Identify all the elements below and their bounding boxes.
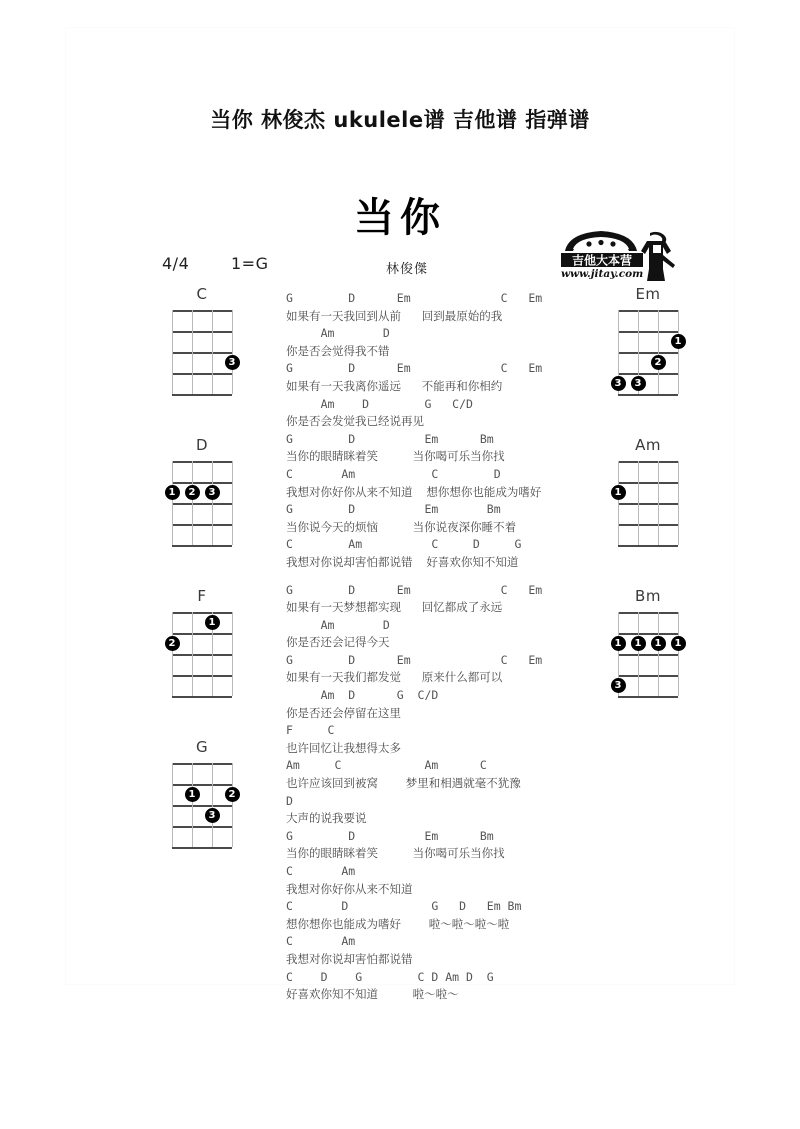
chord-line: Am D — [286, 617, 390, 632]
fretboard — [172, 310, 236, 394]
finger-dot: 1 — [165, 485, 180, 500]
fret-line — [618, 310, 678, 312]
fretboard-grid — [618, 612, 678, 696]
string-line — [658, 612, 659, 696]
chord-diagram-bm — [600, 588, 720, 694]
page-title: 当你 林俊杰 ukulele谱 吉他谱 指弹谱 — [210, 108, 590, 132]
chord-line: G D Em C Em — [286, 652, 543, 667]
chord-label: Am — [635, 436, 661, 454]
finger-dot: 3 — [205, 808, 220, 823]
chord-diagrams-right — [600, 286, 734, 739]
lyric-line: 你是否会觉得我不错 — [286, 343, 390, 358]
fret-line — [618, 352, 678, 354]
chord-label: Em — [635, 285, 661, 303]
fretboard-grid — [172, 763, 232, 847]
string-line — [212, 763, 213, 847]
fret-line — [172, 784, 232, 786]
fret-line — [172, 373, 232, 375]
chord-line: G D Em C Em — [286, 361, 543, 376]
lyrics-block — [286, 290, 598, 572]
fretboard-grid — [172, 461, 232, 545]
fret-line — [172, 545, 232, 547]
chord-line: F C — [286, 723, 335, 738]
chord-line: G D Em Bm — [286, 828, 494, 843]
lyric-line: 当你的眼睛眯着笑 当你喝可乐当你找 — [286, 846, 505, 861]
chord-line: G D Em C Em — [286, 582, 543, 597]
chord-line: G D Em Bm — [286, 431, 494, 446]
finger-dot: 3 — [225, 355, 240, 370]
fret-line — [618, 654, 678, 656]
finger-dot: 2 — [165, 636, 180, 651]
finger-dot: 1 — [205, 615, 220, 630]
fret-line — [172, 612, 232, 614]
fretboard-grid — [618, 310, 678, 394]
logo-brand-text: 吉他大本营 — [571, 253, 633, 268]
sheet-music-page — [66, 28, 734, 1002]
fret-line — [618, 612, 678, 614]
chord-diagram-c — [154, 286, 274, 392]
fretboard — [614, 310, 682, 394]
finger-dot: 2 — [225, 787, 240, 802]
lyric-line: 我想对你好你从来不知道 想你想你也能成为嗜好 — [286, 484, 542, 499]
finger-dot: 1 — [651, 636, 666, 651]
fret-line — [618, 633, 678, 635]
fret-line — [172, 654, 232, 656]
logo-url-text: www.jitay.com — [561, 268, 644, 280]
chord-line: G D Em C Em — [286, 291, 543, 305]
chord-line: Am D G C/D — [286, 396, 473, 411]
fret-line — [618, 675, 678, 677]
fret-line — [618, 696, 678, 698]
lyric-line: 大声的说我要说 — [286, 811, 367, 826]
chord-line: C D G C D Am D G — [286, 969, 494, 984]
fret-line — [618, 524, 678, 526]
finger-dot: 3 — [611, 678, 626, 693]
string-line — [192, 612, 193, 696]
lyrics-block — [286, 582, 598, 1004]
string-line — [678, 612, 679, 696]
chord-label: G — [195, 738, 209, 756]
finger-dot: 1 — [185, 787, 200, 802]
fret-line — [172, 696, 232, 698]
string-line — [678, 310, 679, 394]
string-line — [638, 612, 639, 696]
lyric-line: 如果有一天我们都发觉 原来什么都可以 — [286, 670, 503, 685]
lyric-line: 当你说今天的烦恼 当你说夜深你睡不着 — [286, 519, 517, 534]
lyric-line: 你是否还会记得今天 — [286, 635, 390, 650]
chord-line: C Am — [286, 934, 356, 949]
chord-diagram-d — [154, 437, 274, 543]
lyric-line: 也许应该回到被窝 梦里和相遇就毫不犹豫 — [286, 776, 521, 791]
jitay-logo — [555, 225, 675, 285]
finger-dot: 1 — [631, 636, 646, 651]
fret-line — [618, 373, 678, 375]
fret-line — [618, 503, 678, 505]
fret-line — [618, 331, 678, 333]
string-line — [172, 310, 173, 394]
chord-line: Am D — [286, 326, 390, 341]
lyric-line: 如果有一天我回到从前 回到最原始的我 — [286, 308, 503, 323]
fretboard — [614, 461, 678, 545]
string-line — [618, 461, 619, 545]
lyric-line: 也许回忆让我想得太多 — [286, 740, 401, 755]
string-line — [172, 763, 173, 847]
chord-line: C Am — [286, 864, 356, 878]
string-line — [678, 461, 679, 545]
fret-line — [172, 826, 232, 828]
lyric-line: 如果有一天梦想都实现 回忆都成了永远 — [286, 600, 503, 615]
string-line — [232, 612, 233, 696]
fret-line — [618, 482, 678, 484]
string-line — [212, 461, 213, 545]
finger-dot: 1 — [611, 485, 626, 500]
string-line — [232, 461, 233, 545]
artist-name: 林俊傑 — [386, 262, 429, 277]
fret-line — [172, 524, 232, 526]
finger-dot: 3 — [631, 376, 646, 391]
finger-dot: 2 — [185, 485, 200, 500]
string-line — [232, 763, 233, 847]
finger-dot: 2 — [651, 355, 666, 370]
finger-dot: 3 — [611, 376, 626, 391]
string-line — [212, 310, 213, 394]
fret-line — [172, 310, 232, 312]
string-line — [638, 461, 639, 545]
finger-dot: 1 — [671, 334, 686, 349]
chord-diagram-f — [154, 588, 274, 694]
fret-line — [172, 763, 232, 765]
song-title: 当你 — [354, 194, 446, 241]
lyric-line: 你是否会发觉我已经说再见 — [286, 414, 424, 429]
fret-line — [172, 503, 232, 505]
string-line — [172, 612, 173, 696]
chord-label: F — [197, 587, 207, 605]
fret-line — [172, 633, 232, 635]
fret-line — [172, 394, 232, 396]
fretboard — [172, 763, 236, 847]
chord-label: D — [195, 436, 209, 454]
fretboard-grid — [172, 612, 232, 696]
fret-line — [172, 331, 232, 333]
finger-dot: 3 — [205, 485, 220, 500]
chord-line: C Am C D — [286, 466, 501, 481]
fret-line — [172, 352, 232, 354]
string-line — [658, 461, 659, 545]
fret-line — [172, 805, 232, 807]
lyric-line: 想你想你也能成为嗜好 啦～啦～啦～啦 — [286, 916, 510, 931]
fretboard — [168, 612, 232, 696]
finger-dot: 1 — [671, 636, 686, 651]
logo-graphic — [555, 225, 675, 285]
lyrics-chord-sheet — [286, 290, 598, 1014]
fretboard-grid — [618, 461, 678, 545]
chord-diagram-g — [154, 739, 274, 845]
chord-label: Bm — [635, 587, 661, 605]
string-line — [172, 461, 173, 545]
string-line — [192, 310, 193, 394]
lyric-line: 如果有一天我离你遥远 不能再和你相约 — [286, 378, 503, 393]
chord-line: D — [286, 793, 293, 808]
lyric-line: 好喜欢你知不知道 啦～啦～ — [286, 987, 459, 1002]
chord-diagrams-left — [154, 286, 284, 890]
chord-line: Am C Am C — [286, 758, 487, 773]
chord-label: C — [196, 285, 208, 303]
fret-line — [172, 847, 232, 849]
chord-line: C D G D Em Bm — [286, 899, 522, 914]
string-line — [232, 310, 233, 394]
fret-line — [172, 675, 232, 677]
chord-line: G D Em Bm — [286, 502, 501, 517]
time-signature: 4/4 — [162, 254, 190, 273]
fret-line — [172, 482, 232, 484]
finger-dot: 1 — [611, 636, 626, 651]
fret-line — [618, 394, 678, 396]
string-line — [192, 763, 193, 847]
string-line — [192, 461, 193, 545]
lyric-line: 我想对你说却害怕都说错 — [286, 951, 413, 966]
key-signature: 1=G — [231, 254, 269, 273]
fretboard — [168, 461, 232, 545]
lyric-line: 你是否还会停留在这里 — [286, 705, 401, 720]
chord-line: C Am C D G — [286, 537, 522, 552]
lyric-line: 当你的眼睛眯着笑 当你喝可乐当你找 — [286, 449, 505, 464]
chord-diagram-em — [600, 286, 720, 392]
fret-line — [618, 461, 678, 463]
lyric-line: 我想对你说却害怕都说错 好喜欢你知不知道 — [286, 554, 519, 569]
fret-line — [172, 461, 232, 463]
fretboard-grid — [172, 310, 232, 394]
chord-line: Am D G C/D — [286, 688, 439, 703]
fretboard — [614, 612, 682, 696]
chord-diagram-am — [600, 437, 720, 543]
string-line — [658, 310, 659, 394]
fret-line — [618, 545, 678, 547]
lyric-line: 我想对你好你从来不知道 — [286, 881, 413, 896]
